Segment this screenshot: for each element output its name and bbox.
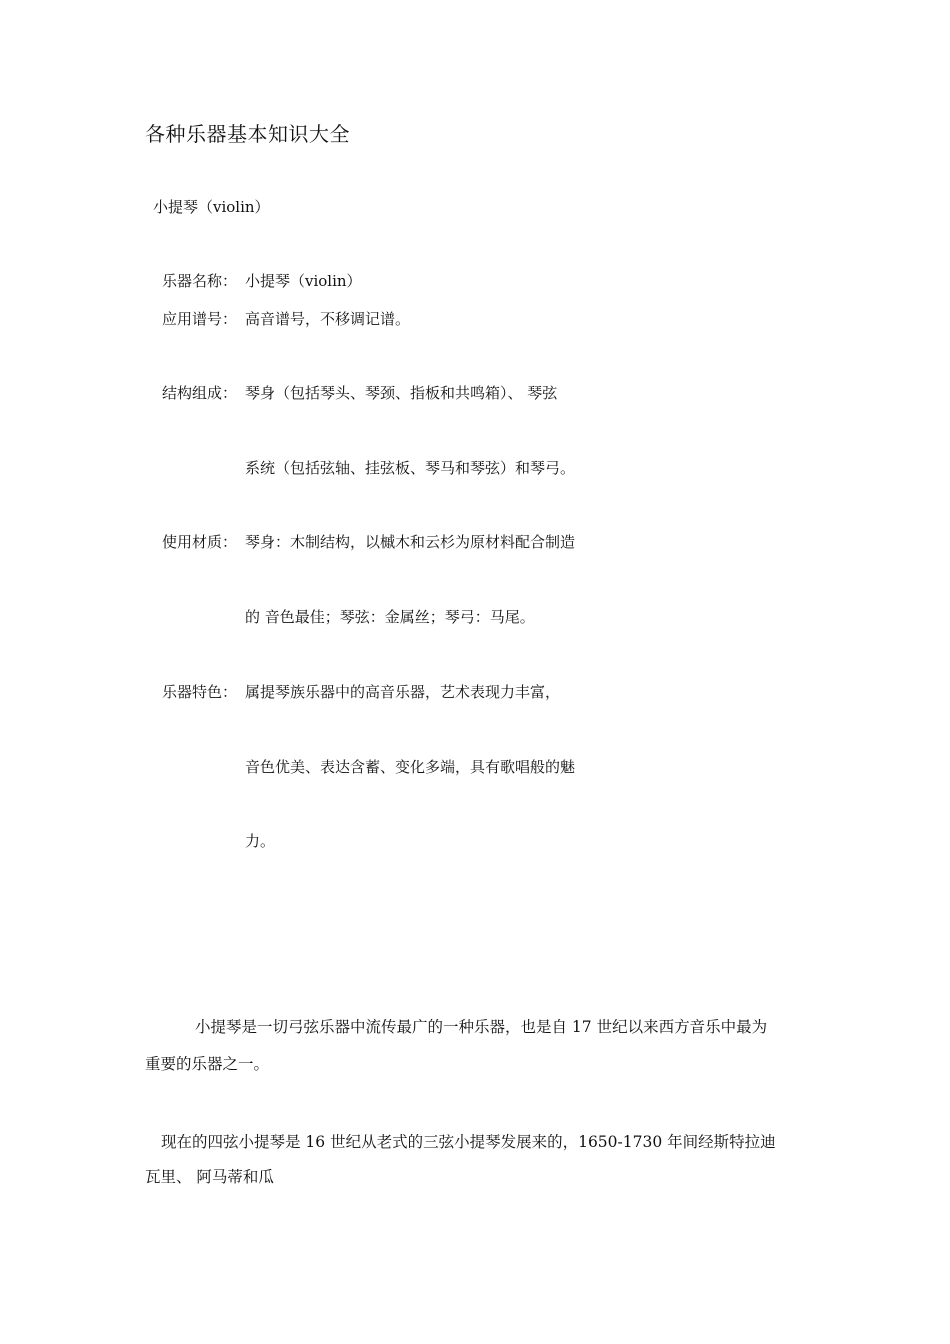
paragraph-2-line-2: 瓦里、 阿马蒂和瓜 [145, 1168, 274, 1186]
field-value-clef: 高音谱号，不移调记谱。 [245, 310, 411, 328]
paragraph-2-line-1: 现在的四弦小提琴是 16 世纪从老式的三弦小提琴发展来的，1650-1730 年间经斯特拉迪 [161, 1133, 776, 1151]
document-title: 各种乐器基本知识大全 [145, 122, 350, 146]
field-value-material-line-2: 的 音色最佳；琴弦：金属丝；琴弓：马尾。 [245, 608, 535, 626]
paragraph-1-line-2: 重要的乐器之一。 [145, 1055, 270, 1073]
field-label-structure: 结构组成： [162, 384, 238, 402]
section-heading: 小提琴（violin） [153, 198, 270, 216]
field-value-material-line-1: 琴身：木制结构，以槭木和云杉为原材料配合制造 [245, 533, 576, 551]
paragraph-1-line-1: 小提琴是一切弓弦乐器中流传最广的一种乐器，也是自 17 世纪以来西方音乐中最为 [195, 1018, 768, 1036]
field-label-name: 乐器名称： [162, 272, 238, 290]
field-value-features-line-3: 力。 [245, 832, 276, 850]
field-label-features: 乐器特色： [162, 683, 238, 701]
field-value-name: 小提琴（violin） [245, 272, 362, 290]
field-value-features-line-2: 音色优美、表达含蓄、变化多端，具有歌唱般的魅 [245, 758, 576, 776]
field-value-features-line-1: 属提琴族乐器中的高音乐器，艺术表现力丰富， [245, 683, 561, 701]
field-value-structure-line-1: 琴身（包括琴头、琴颈、指板和共鸣箱）、 琴弦 [245, 384, 558, 402]
field-label-clef: 应用谱号： [162, 310, 238, 328]
field-label-material: 使用材质： [162, 533, 238, 551]
field-value-structure-line-2: 系统（包括弦轴、挂弦板、琴马和琴弦）和琴弓。 [245, 459, 576, 477]
